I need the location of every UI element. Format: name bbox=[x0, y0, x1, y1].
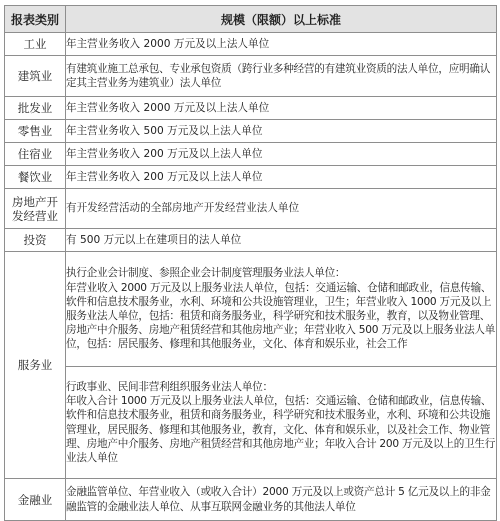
table-row-industry bbox=[5, 33, 497, 56]
table-row-construction bbox=[5, 56, 497, 97]
category-real-estate-line1: 房地产开 bbox=[12, 194, 58, 209]
category-catering: 餐饮业 bbox=[5, 166, 66, 189]
standard-services-institution-text: 行政事业、民间非营利组织服务业法人单位： 年收入合计 1000 万元及以上服务业法人单位，包括：交通运输、仓储和邮政业，信息传输、软件和信息技术服务业，租赁和商务服务业，科学研究和技术服务业，水利、环境和公共设施管理业，居民服务、修理和其他服务业，教育，文化、体育和娱乐业，以及社会工作、物业管理、房地产中介服务、房地产租赁经营和其他房地产业；年收入合计 200 万元及以上的卫生行业法人单位 bbox=[66, 380, 496, 464]
category-services: 服务业 bbox=[5, 252, 66, 479]
category-wholesale: 批发业 bbox=[5, 97, 66, 120]
standards-table bbox=[4, 5, 497, 521]
standard-services-enterprise bbox=[66, 252, 497, 367]
category-construction: 建筑业 bbox=[5, 56, 66, 97]
table-row-wholesale bbox=[5, 97, 497, 120]
table-row-retail bbox=[5, 120, 497, 143]
table-row-investment bbox=[5, 229, 497, 252]
table-row-services-enterprise bbox=[5, 252, 497, 367]
standard-retail: 年主营业务收入 500 万元及以上法人单位 bbox=[66, 120, 497, 143]
category-investment: 投资 bbox=[5, 229, 66, 252]
standard-services-enterprise-text: 执行企业会计制度、参照企业会计制度管理服务业法人单位： 年营业收入 2000 万元及以上服务业法人单位，包括：交通运输、仓储和邮政业，信息传输、软件和信息技术服务业，水利、环境和公共设施管理业，卫生；年营业收入 1000 万元及以上服务业法人单位，包括：租赁和商务服务业，科学研究和技术服务业，教育，以及物业管理、房地产中介服务、房地产租赁经营和其他房地产业；年营业收入 500 万元及以上服务业法人单位，包括：居民服务、修理和其他服务业，文化、体育和娱乐业，社会工作 bbox=[66, 267, 496, 351]
standard-construction: 有建筑业施工总承包、专业承包资质（跨行业多种经营的有建筑业资质的法人单位，应明确认定其主营业务为建筑业）法人单位 bbox=[66, 56, 497, 97]
standard-industry: 年主营业务收入 2000 万元及以上法人单位 bbox=[66, 33, 497, 56]
header-standard: 规模（限额）以上标准 bbox=[66, 6, 497, 33]
table-row-real-estate bbox=[5, 189, 497, 229]
category-finance: 金融业 bbox=[5, 479, 66, 521]
standard-services-institution bbox=[66, 367, 497, 479]
table-row-accommodation bbox=[5, 143, 497, 166]
category-real-estate-line2: 发经营业 bbox=[12, 208, 58, 223]
table-row-finance bbox=[5, 479, 497, 521]
category-real-estate bbox=[5, 189, 66, 229]
table-row-services-institution bbox=[5, 367, 497, 479]
standard-finance: 金融监管单位、年营业收入（或收入合计）2000 万元及以上或资产总计 5 亿元及以上的非金融监管的金融业法人单位、从事互联网金融业务的其他法人单位 bbox=[66, 479, 497, 521]
standard-real-estate: 有开发经营活动的全部房地产开发经营业法人单位 bbox=[66, 189, 497, 229]
standard-investment: 有 500 万元以上在建项目的法人单位 bbox=[66, 229, 497, 252]
header-row bbox=[5, 6, 497, 33]
category-accommodation: 住宿业 bbox=[5, 143, 66, 166]
category-industry: 工业 bbox=[5, 33, 66, 56]
table-row-catering bbox=[5, 166, 497, 189]
standard-catering: 年主营业务收入 200 万元及以上法人单位 bbox=[66, 166, 497, 189]
standard-wholesale: 年主营业务收入 2000 万元及以上法人单位 bbox=[66, 97, 497, 120]
standard-accommodation: 年主营业务收入 200 万元及以上法人单位 bbox=[66, 143, 497, 166]
header-category: 报表类别 bbox=[5, 6, 66, 33]
category-retail: 零售业 bbox=[5, 120, 66, 143]
